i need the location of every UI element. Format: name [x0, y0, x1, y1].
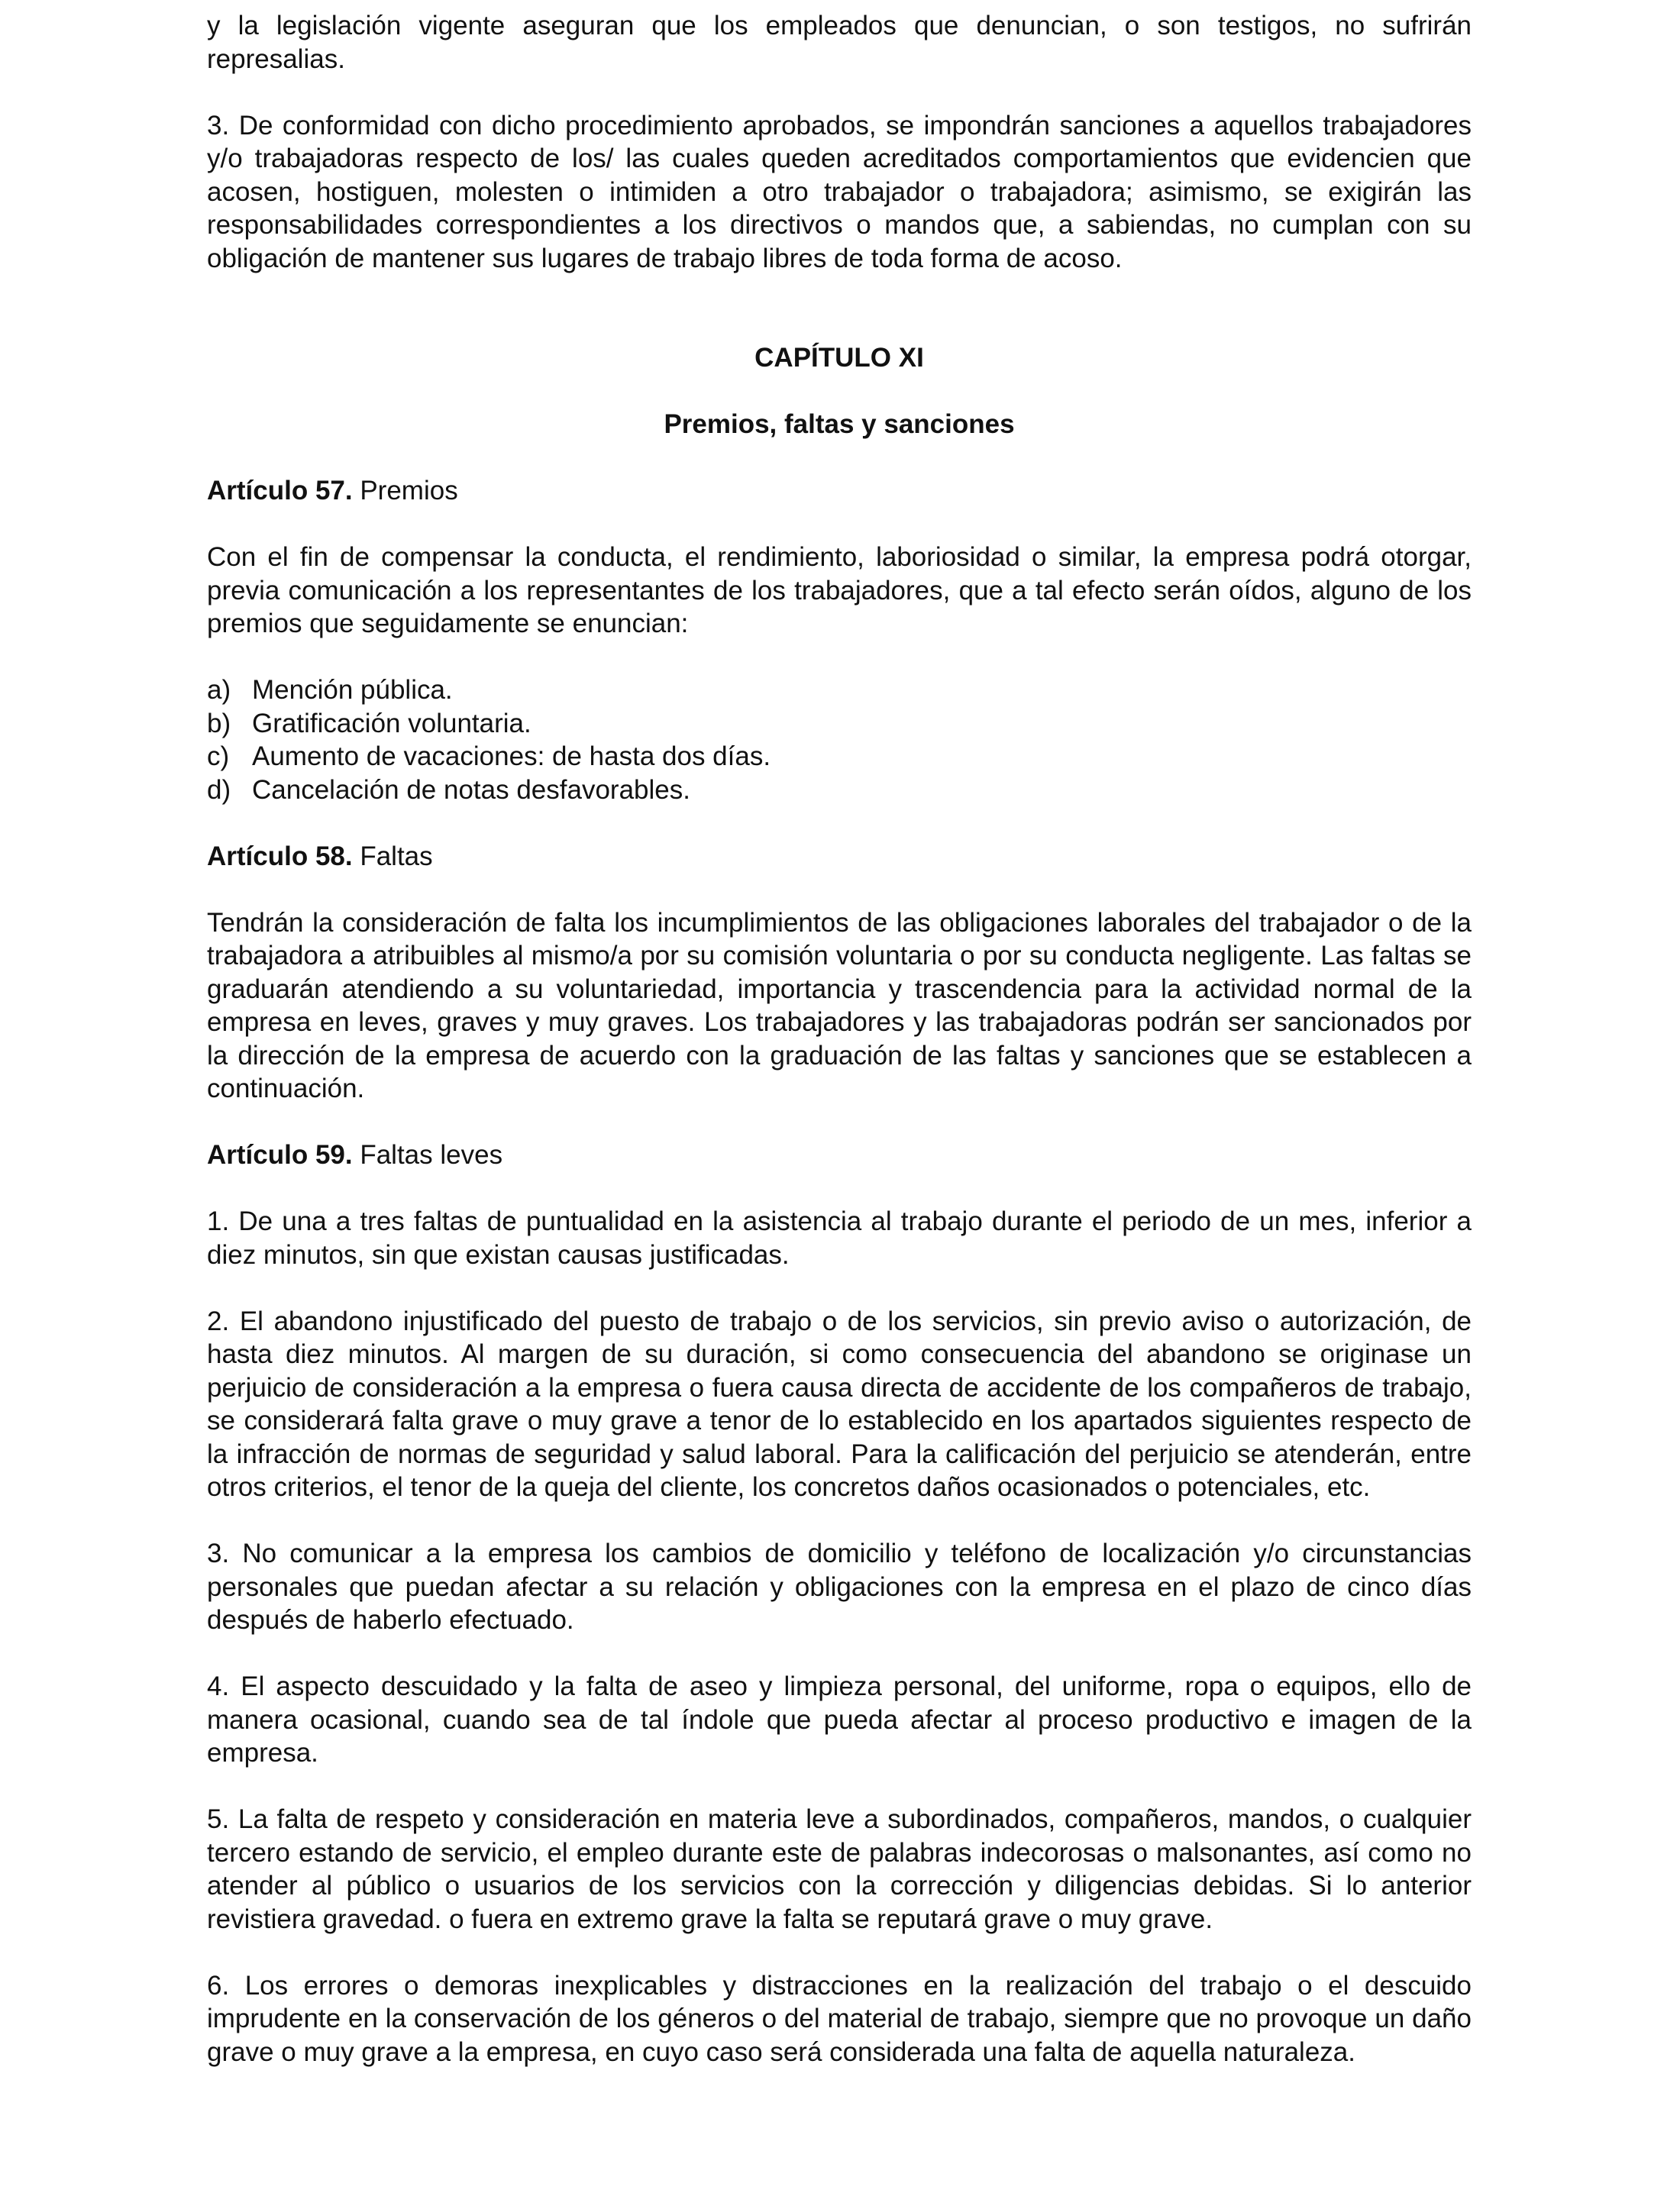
article-57-name: Premios [352, 476, 458, 505]
premios-list [207, 673, 1472, 806]
article-59-item-2: 2. El abandono injustificado del puesto de trabajo o de los servicios, sin previo aviso o autorización, de hasta diez minutos. Al margen de su duración, si como consecuencia del abandono se originase un perjuicio de consideración a la empresa o fuera causa directa de accidente de los compañeros de trabajo, se considerará falta grave o muy grave a tenor de lo establecido en los apartados siguientes respecto de la infracción de normas de seguridad y salud laboral. Para la calificación del perjuicio se atenderán, entre otros criterios, el tenor de la queja del cliente, los concretos daños ocasionados o potenciales, etc. [207, 1306, 1472, 1502]
list-item [207, 673, 1472, 707]
chapter-subtitle: Premios, faltas y sanciones [664, 409, 1015, 439]
list-item [207, 707, 1472, 741]
article-57-label: Artículo 57. [207, 476, 353, 505]
article-59-label: Artículo 59. [207, 1140, 353, 1170]
article-59-item-5: 5. La falta de respeto y consideración en materia leve a subordinados, compañeros, mandos, o cualquier tercero estando de servicio, el empleo durante este de palabras indecorosas o malsonantes, así como no atender al público o usuarios de los servicios con la corrección y diligencias debidas. Si lo anterior revistiera gravedad. o fuera en extremo grave la falta se reputará grave o muy grave. [207, 1804, 1472, 1934]
list-item-label: b) [207, 708, 231, 738]
article-58-heading [207, 840, 1472, 874]
list-item-label: a) [207, 675, 231, 705]
article-58-body: Tendrán la consideración de falta los incumplimientos de las obligaciones laborales del trabajador o de la trabajadora a atribuibles al mismo/a por su comisión voluntaria o por su conducta negligente. Las faltas se graduarán atendiendo a su voluntariedad, importancia y trascendencia para la actividad normal de la empresa en leves, graves y muy graves. Los trabajadores y las trabajadoras podrán ser sancionados por la dirección de la empresa de acuerdo con la graduación de las faltas y sanciones que se establecen a continuación. [207, 907, 1472, 1103]
list-item-label: c) [207, 741, 230, 771]
list-item [207, 740, 1472, 774]
list-item-text: Aumento de vacaciones: de hasta dos días. [252, 741, 771, 771]
list-item-text: Mención pública. [252, 675, 453, 705]
article-58-name: Faltas [352, 841, 433, 871]
article-59-item-4: 4. El aspecto descuidado y la falta de aseo y limpieza personal, del uniforme, ropa o equipos, ello de manera ocasional, cuando sea de tal índole que pueda afectar al proceso productivo e imagen de la empresa. [207, 1671, 1472, 1768]
article-59-name: Faltas leves [352, 1140, 503, 1170]
article-57-body: Con el fin de compensar la conducta, el rendimiento, laboriosidad o similar, la empresa podrá otorgar, previa comunicación a los representantes de los trabajadores, que a tal efecto serán oídos, alguno de los premios que seguidamente se enuncian: [207, 542, 1472, 638]
article-59-item-1: 1. De una a tres faltas de puntualidad en la asistencia al trabajo durante el periodo de un mes, inferior a diez minutos, sin que existan causas justificadas. [207, 1206, 1472, 1270]
article-59-item-6: 6. Los errores o demoras inexplicables y distracciones en la realización del trabajo o el descuido imprudente en la conservación de los géneros o del material de trabajo, siempre que no provoque un daño grave o muy grave a la empresa, en cuyo caso será considerada una falta de aquella naturaleza. [207, 1970, 1472, 2067]
intro-paragraph-2: 3. De conformidad con dicho procedimiento aprobados, se impondrán sanciones a aquellos trabajadores y/o trabajadoras respecto de los/ las cuales queden acreditados comportamientos que evidencien que acosen, hostiguen, molesten o intimiden a otro trabajador o trabajadora; asimismo, se exigirán las responsabilidades correspondientes a los directivos o mandos que, a sabiendas, no cumplan con su obligación de mantener sus lugares de trabajo libres de toda forma de acoso. [207, 110, 1472, 273]
intro-paragraph-1: y la legislación vigente aseguran que los empleados que denuncian, o son testigos, no sufrirán represalias. [207, 11, 1472, 74]
article-59-item-3: 3. No comunicar a la empresa los cambios de domicilio y teléfono de localización y/o circunstancias personales que puedan afectar a su relación y obligaciones con la empresa en el plazo de cinco días después de haberlo efectuado. [207, 1539, 1472, 1635]
list-item [207, 774, 1472, 807]
article-59-heading [207, 1138, 1472, 1172]
chapter-title: CAPÍTULO XI [754, 343, 924, 373]
list-item-label: d) [207, 774, 231, 805]
list-item-text: Gratificación voluntaria. [252, 708, 531, 738]
document-page [207, 9, 1472, 2069]
article-58-label: Artículo 58. [207, 841, 353, 871]
article-57-heading [207, 474, 1472, 508]
list-item-text: Cancelación de notas desfavorables. [252, 774, 690, 805]
